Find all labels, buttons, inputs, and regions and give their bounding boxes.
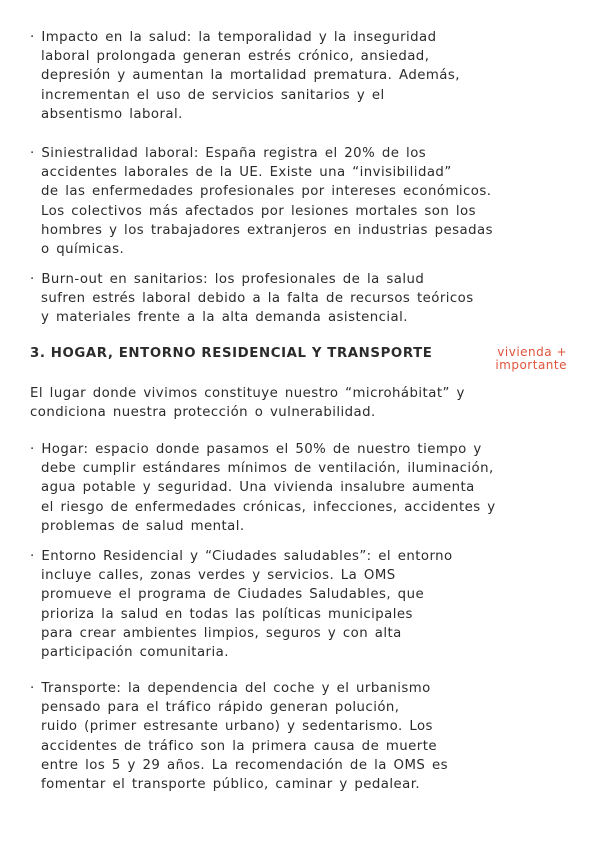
text-line: · Burn-out en sanitarios: los profesionales de la salud — [30, 272, 425, 287]
text-line: problemas de salud mental. — [41, 518, 245, 534]
text-line: sufren estrés laboral debido a la falta de recursos teóricos — [41, 291, 474, 307]
text-line: entre los 5 y 29 años. La recomendación de la OMS es — [41, 757, 448, 773]
text-line: de las enfermedades profesionales por intereses económicos. — [41, 184, 492, 200]
side-note-line: importante — [495, 358, 567, 372]
text-line: · Entorno Residencial y “Ciudades saludables”: el entorno — [30, 549, 453, 564]
text-line: participación comunitaria. — [41, 645, 229, 661]
text-line: absentismo laboral. — [41, 106, 183, 122]
text-line: fomentar el transporte público, caminar y pedalear. — [41, 777, 421, 793]
text-line: para crear ambientes limpios, seguros y con alta — [41, 625, 402, 641]
text-line: depresión y aumentan la mortalidad prematura. Además, — [41, 68, 460, 84]
text-line: y materiales frente a la alta demanda asistencial. — [41, 310, 408, 326]
text-line: incluye calles, zonas verdes y servicios. La OMS — [41, 568, 396, 584]
paragraph-hogar — [30, 440, 565, 536]
text-line: ruido (primer estresante urbano) y sedentarismo. Los — [41, 719, 433, 735]
text-line: o químicas. — [41, 242, 125, 258]
text-line: Los colectivos más afectados por lesiones mortales son los — [41, 203, 477, 219]
paragraph-entorno-residencial — [30, 547, 565, 662]
side-note-line: vivienda + — [497, 345, 567, 359]
text-line: hombres y los trabajadores extranjeros en industrias pesadas — [41, 222, 493, 238]
text-line: · Hogar: espacio donde pasamos el 50% de nuestro tiempo y — [30, 442, 482, 457]
text-line: · Impacto en la salud: la temporalidad y la inseguridad — [30, 30, 437, 45]
text-line: prioriza la salud en todas las políticas municipales — [41, 606, 413, 622]
side-note — [442, 346, 567, 372]
text-line: accidentes de tráfico son la primera causa de muerte — [41, 738, 438, 754]
paragraph-siniestralidad — [30, 144, 565, 259]
text-line: el riesgo de enfermedades crónicas, infecciones, accidentes y — [41, 499, 496, 515]
text-line: · Siniestralidad laboral: España registra el 20% de los — [30, 146, 427, 161]
paragraph-burnout — [30, 270, 565, 328]
text-line: condiciona nuestra protección o vulnerabilidad. — [30, 405, 376, 421]
section-heading: 3. HOGAR, ENTORNO RESIDENCIAL Y TRANSPORTE — [30, 346, 433, 361]
text-line: pensado para el tráfico rápido generan polución, — [41, 700, 400, 716]
paragraph-transporte — [30, 679, 565, 794]
paragraph-intro — [30, 384, 565, 422]
text-line: · Transporte: la dependencia del coche y el urbanismo — [30, 681, 431, 696]
text-line: El lugar donde vivimos constituye nuestro “microhábitat” y — [30, 386, 465, 401]
paragraph-impacto-salud — [30, 28, 565, 124]
text-line: accidentes laborales de la UE. Existe una “invisibilidad” — [41, 165, 452, 181]
text-line: incrementan el uso de servicios sanitarios y el — [41, 87, 385, 103]
text-line: agua potable y seguridad. Una vivienda insalubre aumenta — [41, 480, 475, 496]
text-line: laboral prolongada generan estrés crónico, ansiedad, — [41, 49, 430, 65]
text-line: debe cumplir estándares mínimos de ventilación, iluminación, — [41, 461, 494, 477]
text-line: promueve el programa de Ciudades Saludables, que — [41, 587, 425, 603]
